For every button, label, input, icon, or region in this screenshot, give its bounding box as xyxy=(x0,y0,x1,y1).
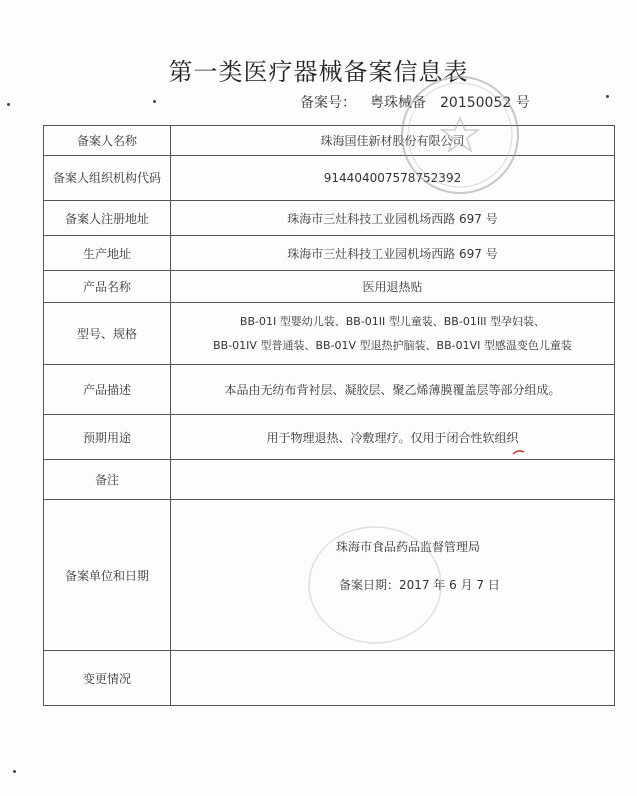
record-number-value: 粤珠械备 20150052 号 xyxy=(370,95,530,111)
row-value-registrant-name: 珠海国佳新材股份有限公司 xyxy=(171,126,615,156)
row-label-model-spec: 型号、规格 xyxy=(44,303,171,365)
row-value-org-code: 914404007578752392 xyxy=(171,156,615,201)
record-info-table xyxy=(43,125,615,706)
row-label-registration-unit-date: 备案单位和日期 xyxy=(44,500,171,651)
scan-speck xyxy=(13,770,16,773)
row-label-product-name: 产品名称 xyxy=(44,271,171,303)
scan-speck xyxy=(606,95,609,98)
document-title: 第一类医疗器械备案信息表 xyxy=(168,58,469,86)
table-row xyxy=(44,651,615,706)
row-label-registered-address: 备案人注册地址 xyxy=(44,201,171,236)
table-row xyxy=(44,460,615,500)
row-value-production-address: 珠海市三灶科技工业园机场西路 697 号 xyxy=(171,236,615,271)
row-label-production-address: 生产地址 xyxy=(44,236,171,271)
table-row xyxy=(44,126,615,156)
row-value-model-spec xyxy=(171,303,615,365)
row-value-intended-use: 用于物理退热、冷敷理疗。仅用于闭合性软组织 xyxy=(171,415,615,460)
record-number-label: 备案号： xyxy=(300,95,356,111)
row-value-remarks xyxy=(171,460,615,500)
scan-speck xyxy=(7,103,10,106)
model-spec-line-1: BB-01I 型婴幼儿装、BB-01II 型儿童装、BB-01III 型孕妇装、 xyxy=(239,314,546,328)
row-label-intended-use: 预期用途 xyxy=(44,415,171,460)
table-row xyxy=(44,201,615,236)
table-row xyxy=(44,303,615,365)
registration-date: 备案日期：2017 年 6 月 7 日 xyxy=(339,578,500,592)
row-label-registrant-name: 备案人名称 xyxy=(44,126,171,156)
table-row xyxy=(44,271,615,303)
table-row xyxy=(44,236,615,271)
row-label-product-description: 产品描述 xyxy=(44,365,171,415)
record-number xyxy=(300,92,530,112)
row-value-registration-unit-date xyxy=(171,500,615,651)
row-value-change-status xyxy=(171,651,615,706)
table-row xyxy=(44,365,615,415)
row-label-org-code: 备案人组织机构代码 xyxy=(44,156,171,201)
table-row xyxy=(44,415,615,460)
scan-speck xyxy=(153,100,156,103)
model-spec-line-2: BB-01IV 型普通装、BB-01V 型退热护脑装、BB-01VI 型感温变色儿童装 xyxy=(213,338,572,352)
registration-authority: 珠海市食品药品监督管理局 xyxy=(336,540,481,554)
table-row xyxy=(44,500,615,651)
row-value-registered-address: 珠海市三灶科技工业园机场西路 697 号 xyxy=(171,201,615,236)
row-label-change-status: 变更情况 xyxy=(44,651,171,706)
row-label-remarks: 备注 xyxy=(44,460,171,500)
table-row xyxy=(44,156,615,201)
row-value-product-name: 医用退热贴 xyxy=(171,271,615,303)
row-value-product-description: 本品由无纺布背衬层、凝胶层、聚乙烯薄膜覆盖层等部分组成。 xyxy=(171,365,615,415)
